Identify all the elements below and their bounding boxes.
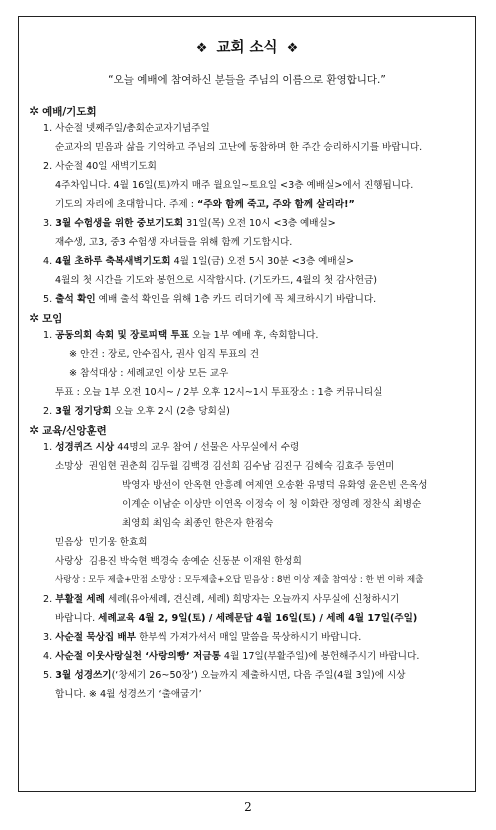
section-meeting-heading (29, 311, 465, 326)
meeting-item-2 (29, 402, 465, 421)
diamond-ornament-icon: ❖ (195, 41, 208, 56)
item-title: 출석 확인 (55, 294, 96, 305)
item-number: 1. (43, 330, 56, 341)
item-detail: 31일(목) 오전 10시 <3층 예배실> (183, 218, 336, 229)
asterisk-bullet-icon: ✲ (29, 423, 40, 437)
section-title: 교육/신앙훈련 (42, 425, 107, 437)
hope-award-names: 이계순 이남순 이상만 이연옥 이정숙 이 청 이화란 정영례 정찬식 최병순 (122, 499, 422, 510)
worship-item-3-heading (29, 214, 465, 233)
item-detail: 세례(유아세례, 견신례, 세례) 희망자는 오늘까지 사무실에 신청하시기 (104, 594, 400, 605)
page-number: 2 (244, 800, 252, 814)
item-title: 3월 정기당회 (55, 406, 112, 417)
item-title: 3월 성경쓰기 (55, 670, 112, 681)
item-number: 5. (43, 670, 56, 681)
asterisk-bullet-icon: ✲ (29, 104, 40, 118)
item-number: 1. (43, 442, 56, 453)
hope-award-names: 최영희 최임숙 최종인 한은자 한점숙 (122, 518, 274, 529)
education-item-1-heading (29, 438, 465, 457)
page-title (29, 36, 465, 56)
item-detail: 4월 1일(금) 오전 5시 30분 <3층 예배실> (170, 256, 354, 267)
worship-item-2-theme (29, 195, 465, 214)
item-number: 3. (43, 632, 56, 643)
award-criteria-note: 사랑상 : 모두 제출+만점 소망상 : 모두제출+오답 믿음상 : 8번 이상 제출 참여상 : 한 번 이하 제출 (55, 575, 424, 585)
award-names: 김용진 박숙현 백경숙 송예순 신동분 이재원 한성희 (88, 556, 302, 567)
item-detail: 오늘 오후 2시 (2층 당회실) (111, 406, 230, 417)
education-item-2-schedule (29, 609, 465, 628)
worship-item-2-text: 4주차입니다. 4월 16일(토)까지 매주 월요일~토요일 <3층 예배실>에서 진행됩니다. (55, 180, 414, 191)
item-text: 바랍니다. (55, 613, 99, 624)
item-detail: 오늘 1부 예배 후, 속회합니다. (189, 330, 319, 341)
title-text: 교회 소식 (216, 40, 278, 56)
section-title: 예배/기도회 (42, 106, 97, 118)
education-item-2-heading (29, 590, 465, 609)
meeting-attendees: ※ 참석대상 : 세례교인 이상 모든 교우 (69, 368, 229, 379)
welcome-message: “오늘 예배에 참여하신 분들을 주님의 이름으로 환영합니다.” (108, 74, 386, 86)
award-label: 사랑상 (55, 556, 83, 567)
section-education-heading (29, 423, 465, 438)
theme-text: “주와 함께 죽고, 주와 함께 살리라!” (197, 199, 355, 210)
baptism-schedule: 세례교육 4월 2, 9일(토) / 세례문답 4월 16일(토) / 세례 4월 17일(주일) (98, 613, 418, 624)
section-worship-heading (29, 104, 465, 119)
item-title: 성경퀴즈 시상 (55, 442, 115, 453)
education-item-3 (29, 628, 465, 647)
worship-item-4-text: 4월의 첫 시간을 기도와 봉헌으로 시작합시다. (기도카드, 4월의 첫 감사헌금) (55, 275, 377, 286)
hope-award-names: 박영자 방선이 안옥현 안흥례 여제연 오송환 유명덕 유화영 윤은빈 은옥성 (122, 480, 428, 491)
item-title: 3월 수험생을 위한 중보기도회 (55, 218, 184, 229)
item-number: 4. (43, 651, 56, 662)
meeting-item-1-heading (29, 326, 465, 345)
item-number: 2. (43, 406, 56, 417)
item-detail: 4월 17일(부활주일)에 봉헌해주시기 바랍니다. (220, 651, 420, 662)
education-item-4 (29, 647, 465, 666)
worship-item-4-heading (29, 252, 465, 271)
item-number: 2. (43, 594, 56, 605)
item-detail: 44명의 교우 참여 / 선물은 사무실에서 수령 (114, 442, 300, 453)
section-meeting (29, 326, 465, 421)
award-names: 권임현 권춘희 김두월 김백경 김선희 김수남 김진구 김혜숙 김효주 등연미 (88, 461, 395, 472)
item-number: 5. (43, 294, 56, 305)
item-number: 3. (43, 218, 56, 229)
worship-item-5 (29, 290, 465, 309)
award-label: 믿음상 (55, 537, 83, 548)
diamond-ornament-icon: ❖ (286, 41, 299, 56)
education-item-5 (29, 666, 465, 685)
item-title: 공동의회 속회 및 장로피택 투표 (55, 330, 190, 341)
love-award-row (29, 552, 465, 571)
worship-item-1-heading: 1. 사순절 넷째주일/총회순교자기념주일 (43, 123, 210, 134)
meeting-agenda: ※ 안건 : 장로, 안수집사, 권사 임직 투표의 건 (69, 349, 260, 360)
item-title: 사순절 묵상집 배부 (55, 632, 137, 643)
item-detail: 한부씩 가져가셔서 매일 말씀을 묵상하시기 바랍니다. (136, 632, 362, 643)
award-names: 민기웅 한효희 (88, 537, 148, 548)
worship-item-1-text: 순교자의 믿음과 삶을 기억하고 주님의 고난에 동참하며 한 주간 승리하시기를 바랍니다. (55, 142, 423, 153)
bulletin-frame (18, 16, 476, 792)
worship-item-3-text: 재수생, 고3, 중3 수험생 자녀들을 위해 함께 기도합시다. (55, 237, 293, 248)
item-detail: 예배 출석 확인을 위해 1층 카드 리더기에 꼭 체크하시기 바랍니다. (95, 294, 377, 305)
section-title: 모임 (42, 313, 63, 325)
section-education (29, 438, 465, 704)
item-detail: (‘창세기 26~50장’) 오늘까지 제출하시면, 다음 주일(4월 3일)에 시상 (111, 670, 406, 681)
item-title: 4월 초하루 축복새벽기도회 (55, 256, 171, 267)
education-item-5-text: 합니다. ※ 4월 성경쓰기 ‘출애굽기’ (55, 689, 202, 700)
item-title: 사순절 이웃사랑실천 ‘사랑의빵’ 저금통 (55, 651, 221, 662)
asterisk-bullet-icon: ✲ (29, 311, 40, 325)
theme-label: 기도의 자리에 초대합니다. 주제 : (55, 199, 198, 210)
section-worship (29, 119, 465, 309)
item-number: 4. (43, 256, 56, 267)
item-title: 부활절 세례 (55, 594, 105, 605)
meeting-vote-info: 투표 : 오늘 1부 오전 10시~ / 2부 오후 12시~1시 투표장소 : 1층 커뮤니티실 (55, 387, 383, 398)
faith-award-row (29, 533, 465, 552)
hope-award-row (29, 457, 465, 476)
award-label: 소망상 (55, 461, 83, 472)
worship-item-2-heading: 2. 사순절 40일 새벽기도회 (43, 161, 157, 172)
